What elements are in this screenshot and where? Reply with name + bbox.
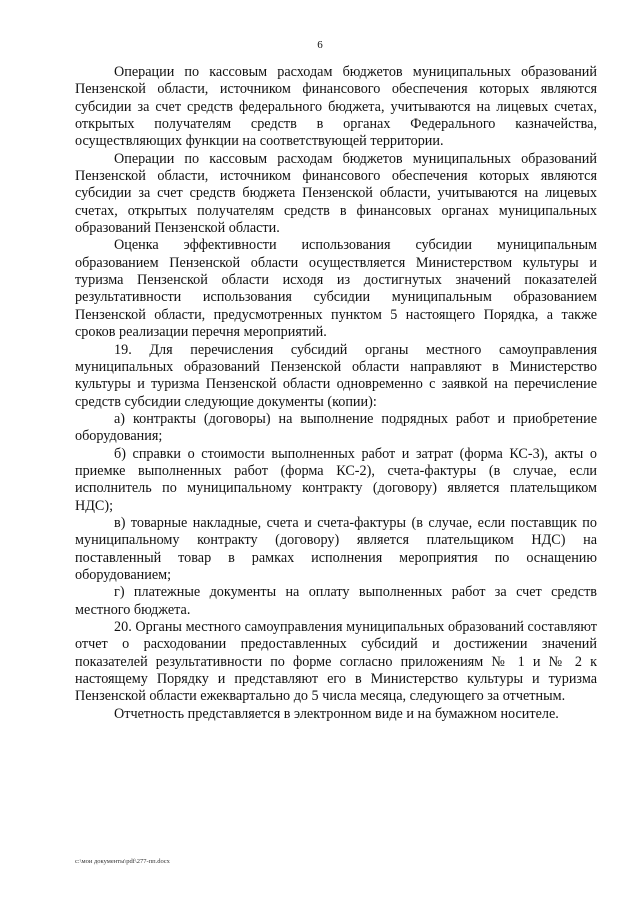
list-item-v: в) товарные накладные, счета и счета-фактуры (в случае, если поставщик по муниципальному контракту (договору) является плательщиком НДС) на поставленный товар в рамках исполнения мероприятия по оснащению оборудованием;: [75, 514, 597, 583]
paragraph-reporting-format: Отчетность представляется в электронном виде и на бумажном носителе.: [114, 705, 559, 722]
paragraph-treasury-accounts: Операции по кассовым расходам бюджетов муниципальных образований Пензенской области, источником финансового обеспечения которых являются субсидии за счет средств федерального бюджета, учитываются на лицевых счетах, открытых получателям средств в органах Федерального казначейства, осуществляющих функции на соответствующей территории.: [75, 64, 597, 150]
list-item-a: а) контракты (договоры) на выполнение подрядных работ и приобретение оборудования;: [75, 410, 597, 445]
paragraph-efficiency-assessment: Оценка эффективности использования субсидии муниципальным образованием Пензенской области осуществляется Министерством культуры и туризма Пензенской области исходя из достигнутых значений показателей результативности использования субсидии муниципальным образованием Пензенской области, предусмотренных пунктом 5 настоящего Порядка, а также сроков реализации перечня мероприятий.: [75, 237, 597, 341]
page-number: 6: [317, 39, 323, 51]
paragraph-item-20: 20. Органы местного самоуправления муниципальных образований составляют отчет о расходовании предоставленных субсидий и достижении значений показателей результативности по форме согласно приложениям № 1 и № 2 к настоящему Порядку и представляют его в Министерство культуры и туризма Пензенской области ежеквартально до 5 числа месяца, следующего за отчетным.: [75, 619, 597, 705]
document-body: [75, 64, 597, 723]
list-item-b: б) справки о стоимости выполненных работ и затрат (форма КС-3), акты о приемке выполненных работ (форма КС-2), счета-фактуры (в случае, если исполнитель по муниципальному контракту (договору) является плательщиком НДС);: [75, 445, 597, 514]
footer-file-path: c:\мои документы\pdf\277-пп.docx: [75, 858, 170, 865]
paragraph-item-19: 19. Для перечисления субсидий органы местного самоуправления муниципальных образований Пензенской области направляют в Министерство культуры и туризма Пензенской области одновременно с заявкой на перечисление средств субсидии следующие документы (копии):: [75, 341, 597, 410]
paragraph-regional-budget-accounts: Операции по кассовым расходам бюджетов муниципальных образований Пензенской области, источником финансового обеспечения которых являются субсидии за счет средств бюджета Пензенской области, учитываются на лицевых счетах, открытых получателям средств в финансовых органах муниципальных образований Пензенской области.: [75, 150, 597, 237]
list-item-g: г) платежные документы на оплату выполненных работ за счет средств местного бюджета.: [75, 584, 597, 618]
